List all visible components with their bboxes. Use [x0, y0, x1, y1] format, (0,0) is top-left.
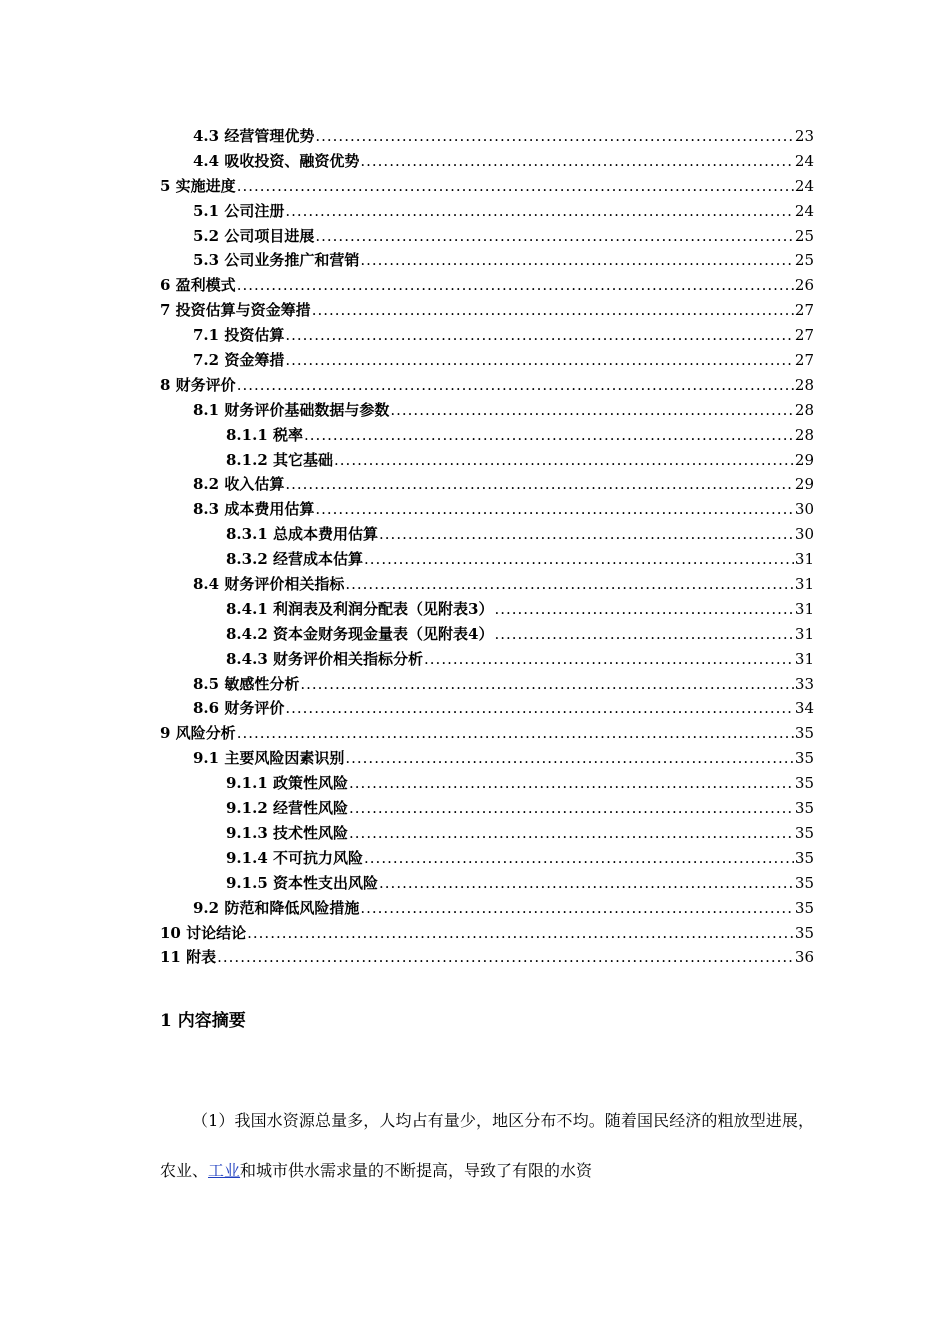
toc-entry-title: 利润表及利润分配表（见附表3） — [273, 599, 494, 618]
toc-entry-label — [226, 796, 348, 821]
toc-entry-title: 资金筹措 — [224, 351, 285, 370]
toc-dot-leader — [285, 472, 794, 497]
toc-entry-label — [160, 273, 236, 298]
toc-entry-label — [226, 771, 348, 796]
toc-dot-leader — [494, 622, 793, 647]
toc-entry[interactable] — [160, 771, 814, 796]
toc-dot-leader — [315, 497, 794, 522]
toc-entry[interactable] — [160, 199, 814, 224]
toc-entry-page: 27 — [794, 326, 814, 345]
toc-entry[interactable] — [160, 871, 814, 896]
toc-entry-title: 财务评价相关指标 — [224, 575, 345, 594]
toc-dot-leader — [237, 721, 794, 746]
toc-dot-leader — [345, 572, 794, 597]
toc-entry-number: 5.2 — [193, 226, 220, 245]
toc-entry-number: 9.1.3 — [226, 823, 268, 842]
toc-entry-title: 主要风险因素识别 — [224, 749, 345, 768]
toc-entry-page: 35 — [794, 823, 814, 842]
toc-entry-title: 讨论结论 — [186, 923, 247, 942]
toc-entry-page: 31 — [794, 575, 814, 594]
toc-entry-number: 9.1.4 — [226, 848, 268, 867]
toc-entry-title: 实施进度 — [175, 176, 236, 195]
toc-entry[interactable] — [160, 597, 814, 622]
toc-dot-leader — [390, 398, 794, 423]
toc-entry-label — [226, 821, 348, 846]
toc-dot-leader — [315, 124, 794, 149]
toc-entry[interactable] — [160, 572, 814, 597]
toc-entry-page: 35 — [794, 724, 814, 743]
summary-paragraph — [160, 1096, 814, 1196]
toc-entry-title: 敏感性分析 — [224, 674, 300, 693]
toc-entry-title: 公司注册 — [224, 201, 285, 220]
toc-dot-leader — [360, 149, 794, 174]
toc-dot-leader — [360, 896, 794, 921]
toc-entry-page: 24 — [794, 201, 814, 220]
toc-entry-label — [226, 423, 303, 448]
toc-entry-number: 8.1.1 — [226, 425, 268, 444]
toc-entry[interactable] — [160, 323, 814, 348]
toc-entry-label — [226, 647, 423, 672]
toc-entry-title: 资本金财务现金量表（见附表4） — [273, 624, 494, 643]
toc-entry-label — [193, 149, 359, 174]
toc-entry-number: 9.1.1 — [226, 774, 268, 793]
toc-dot-leader — [237, 174, 794, 199]
toc-entry[interactable] — [160, 298, 814, 323]
toc-entry-number: 5.3 — [193, 251, 220, 270]
toc-entry[interactable] — [160, 721, 814, 746]
toc-entry-number: 8 — [160, 375, 171, 394]
toc-entry-label — [193, 199, 284, 224]
toc-entry-title: 盈利模式 — [175, 276, 236, 295]
toc-entry-page: 26 — [794, 276, 814, 295]
toc-dot-leader — [349, 821, 794, 846]
toc-entry-label — [160, 174, 236, 199]
toc-entry-title: 技术性风险 — [273, 823, 349, 842]
toc-entry-page: 31 — [794, 624, 814, 643]
toc-entry[interactable] — [160, 522, 814, 547]
toc-entry-page: 35 — [794, 923, 814, 942]
toc-entry-title: 不可抗力风险 — [273, 848, 364, 867]
toc-entry-number: 11 — [160, 948, 181, 967]
toc-entry[interactable] — [160, 149, 814, 174]
toc-entry[interactable] — [160, 273, 814, 298]
toc-dot-leader — [364, 547, 794, 572]
toc-entry-page: 23 — [794, 127, 814, 145]
toc-entry-label — [193, 248, 359, 273]
toc-entry-page: 35 — [794, 749, 814, 768]
toc-entry-page: 35 — [794, 848, 814, 867]
toc-entry-title: 经营性风险 — [273, 799, 349, 818]
toc-entry-label — [160, 373, 236, 398]
toc-entry-label — [193, 672, 299, 697]
toc-entry[interactable] — [160, 423, 814, 448]
toc-entry-label — [160, 721, 236, 746]
toc-entry-page: 24 — [794, 176, 814, 195]
toc-dot-leader — [304, 423, 794, 448]
toc-entry-title: 财务评价 — [224, 699, 285, 718]
toc-entry-label — [193, 696, 284, 721]
toc-entry[interactable] — [160, 696, 814, 721]
toc-entry-page: 25 — [794, 226, 814, 245]
toc-entry-number: 8.5 — [193, 674, 220, 693]
toc-entry-number: 8.3 — [193, 500, 220, 519]
toc-entry-page: 28 — [794, 375, 814, 394]
toc-entry-title: 政策性风险 — [273, 774, 349, 793]
toc-dot-leader — [349, 796, 794, 821]
toc-dot-leader — [349, 771, 794, 796]
toc-entry[interactable] — [160, 945, 814, 970]
toc-entry-label — [226, 547, 363, 572]
toc-dot-leader — [424, 647, 794, 672]
toc-entry-number: 8.4 — [193, 575, 220, 594]
toc-entry-title: 投资估算与资金筹措 — [175, 301, 311, 320]
toc-dot-leader — [285, 323, 794, 348]
toc-entry-number: 10 — [160, 923, 181, 942]
toc-entry[interactable] — [160, 746, 814, 771]
toc-entry-number: 8.4.2 — [226, 624, 268, 643]
toc-entry-number: 8.1.2 — [226, 450, 268, 469]
toc-entry-number: 8.3.1 — [226, 525, 268, 544]
toc-entry-title: 投资估算 — [224, 326, 285, 345]
toc-dot-leader — [300, 672, 794, 697]
toc-entry[interactable] — [160, 124, 814, 149]
toc-entry-number: 8.6 — [193, 699, 220, 718]
toc-entry-number: 8.3.2 — [226, 550, 268, 569]
toc-entry-title: 资本性支出风险 — [273, 873, 379, 892]
toc-entry-label — [193, 224, 314, 249]
toc-entry-number: 4.3 — [193, 127, 220, 145]
toc-entry-page: 34 — [794, 699, 814, 718]
toc-entry-title: 公司项目进展 — [224, 226, 315, 245]
toc-dot-leader — [360, 248, 794, 273]
toc-entry-page: 35 — [794, 898, 814, 917]
toc-entry-number: 9.2 — [193, 898, 220, 917]
toc-entry-label — [160, 921, 246, 946]
toc-entry-label — [226, 622, 493, 647]
toc-entry-page: 27 — [794, 301, 814, 320]
toc-entry[interactable] — [160, 398, 814, 423]
toc-dot-leader — [237, 373, 794, 398]
toc-entry-page: 31 — [794, 599, 814, 618]
toc-entry-label — [226, 597, 493, 622]
toc-entry-label — [193, 746, 344, 771]
toc-entry-page: 35 — [794, 774, 814, 793]
toc-entry-page: 29 — [794, 475, 814, 494]
toc-entry-number: 9.1.2 — [226, 799, 268, 818]
toc-entry-title: 总成本费用估算 — [273, 525, 379, 544]
toc-entry[interactable] — [160, 796, 814, 821]
toc-dot-leader — [494, 597, 793, 622]
toc-entry-label — [193, 124, 314, 149]
toc-entry-number: 8.4.1 — [226, 599, 268, 618]
toc-entry-page: 25 — [794, 251, 814, 270]
toc-entry-page: 31 — [794, 649, 814, 668]
toc-entry-label — [193, 497, 314, 522]
toc-entry[interactable] — [160, 672, 814, 697]
toc-entry[interactable] — [160, 821, 814, 846]
toc-entry-page: 30 — [794, 500, 814, 519]
toc-entry-page: 35 — [794, 873, 814, 892]
toc-dot-leader — [379, 522, 794, 547]
toc-entry[interactable] — [160, 373, 814, 398]
toc-dot-leader — [285, 696, 794, 721]
toc-entry-label — [226, 522, 378, 547]
toc-entry[interactable] — [160, 921, 814, 946]
toc-entry-title: 附表 — [186, 948, 217, 967]
industry-link[interactable]: 工业 — [208, 1161, 241, 1180]
toc-entry-label — [160, 298, 311, 323]
toc-entry-number: 4.4 — [193, 151, 220, 170]
toc-dot-leader — [315, 224, 794, 249]
toc-entry[interactable] — [160, 472, 814, 497]
toc-entry[interactable] — [160, 647, 814, 672]
toc-entry[interactable] — [160, 174, 814, 199]
toc-dot-leader — [379, 871, 794, 896]
toc-entry-title: 成本费用估算 — [224, 500, 315, 519]
toc-entry-number: 5 — [160, 176, 171, 195]
section-heading: 1 内容摘要 — [160, 1011, 246, 1031]
toc-entry-page: 28 — [794, 425, 814, 444]
toc-entry[interactable] — [160, 448, 814, 473]
toc-entry-number: 8.1 — [193, 400, 220, 419]
toc-entry[interactable] — [160, 622, 814, 647]
toc-entry-page: 27 — [794, 351, 814, 370]
toc-entry-title: 防范和降低风险措施 — [224, 898, 360, 917]
toc-entry-label — [226, 846, 363, 871]
toc-entry-label — [193, 896, 359, 921]
toc-entry-title: 经营成本估算 — [273, 550, 364, 569]
toc-entry-number: 8.2 — [193, 475, 220, 494]
toc-entry-page: 28 — [794, 400, 814, 419]
toc-entry-number: 5.1 — [193, 201, 220, 220]
toc-entry-number: 7.1 — [193, 326, 220, 345]
toc-entry-page: 35 — [794, 799, 814, 818]
toc-dot-leader — [237, 273, 794, 298]
toc-entry-page: 33 — [794, 674, 814, 693]
toc-entry[interactable] — [160, 547, 814, 572]
toc-entry[interactable] — [160, 348, 814, 373]
toc-entry-title: 财务评价 — [175, 375, 236, 394]
toc-entry-label — [193, 323, 284, 348]
toc-dot-leader — [312, 298, 794, 323]
toc-entry[interactable] — [160, 497, 814, 522]
toc-entry-number: 8.4.3 — [226, 649, 268, 668]
toc-entry-label — [193, 572, 344, 597]
toc-dot-leader — [217, 945, 794, 970]
toc-entry-page: 31 — [794, 550, 814, 569]
toc-entry-page: 29 — [794, 450, 814, 469]
paragraph-text-start: （1）我国水资源总量多，人均占有量少，地区分布不均。随着国民经济的粗放型进展，农业、 — [160, 1111, 814, 1180]
toc-entry-page: 24 — [794, 151, 814, 170]
toc-entry-title: 收入估算 — [224, 475, 285, 494]
toc-entry-label — [193, 348, 284, 373]
toc-entry-title: 财务评价基础数据与参数 — [224, 400, 390, 419]
toc-entry-title: 税率 — [273, 425, 304, 444]
toc-entry-number: 7 — [160, 301, 171, 320]
toc-dot-leader — [247, 921, 794, 946]
toc-entry-title: 其它基础 — [273, 450, 334, 469]
toc-entry-label — [193, 398, 389, 423]
toc-entry[interactable] — [160, 896, 814, 921]
toc-entry-title: 财务评价相关指标分析 — [273, 649, 424, 668]
toc-entry[interactable] — [160, 846, 814, 871]
toc-entry-title: 经营管理优势 — [224, 127, 315, 145]
toc-entry-page: 36 — [794, 948, 814, 967]
toc-dot-leader — [334, 448, 794, 473]
toc-dot-leader — [364, 846, 794, 871]
toc-entry-number: 9.1.5 — [226, 873, 268, 892]
toc-entry-label — [193, 472, 284, 497]
toc-dot-leader — [345, 746, 794, 771]
toc-entry-number: 9.1 — [193, 749, 220, 768]
toc-entry-page: 30 — [794, 525, 814, 544]
toc-dot-leader — [285, 199, 794, 224]
toc-entry-title: 风险分析 — [175, 724, 236, 743]
toc-entry-label — [226, 871, 378, 896]
toc-entry[interactable] — [160, 248, 814, 273]
toc-entry[interactable] — [160, 224, 814, 249]
toc-entry-number: 6 — [160, 276, 171, 295]
toc-entry-title: 吸收投资、融资优势 — [224, 151, 360, 170]
toc-entry-title: 公司业务推广和营销 — [224, 251, 360, 270]
toc-dot-leader — [285, 348, 794, 373]
toc-entry-label — [160, 945, 216, 970]
toc-entry-number: 9 — [160, 724, 171, 743]
paragraph-text-end: 和城市供水需求量的不断提高，导致了有限的水资 — [240, 1161, 593, 1180]
toc-entry-number: 7.2 — [193, 351, 220, 370]
toc-entry-label — [226, 448, 333, 473]
table-of-contents — [160, 124, 814, 970]
